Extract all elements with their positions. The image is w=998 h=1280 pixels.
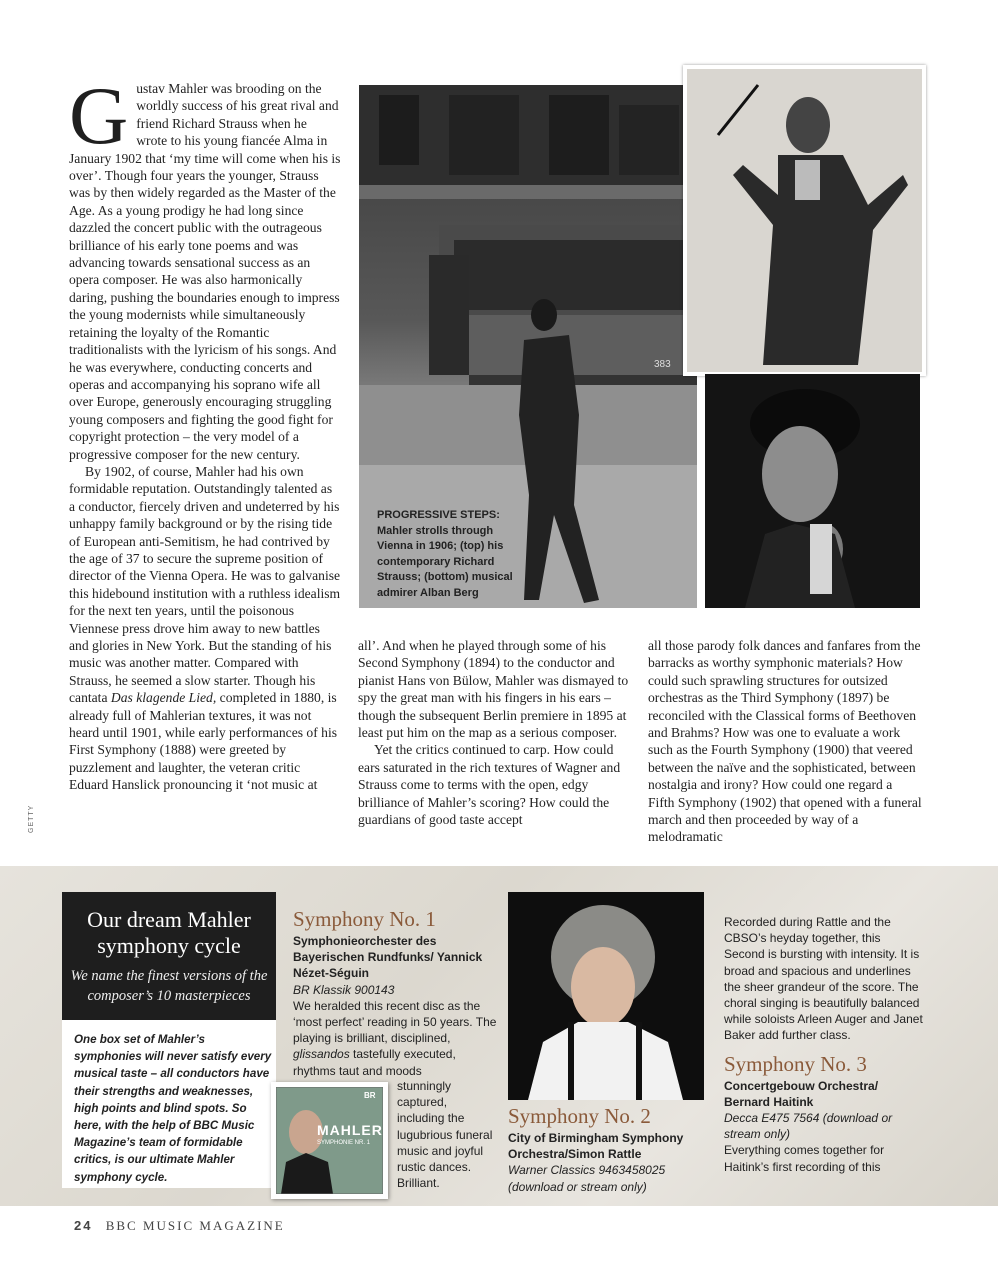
paragraph-2: By 1902, of course, Mahler had his own formidable reputation. Outstandingly talented as a conductor, fiercely driven and undeterred by his unhappy family background or by the rising tide of European anti-Semitism, he had contrived by the age of 37 to secure the supreme position of director of the Vienna Opera. He was to galvanise this hidebound institution with a ruthless idealism for the next ten years, until the poisonous Viennese press drove him away to new battles and glories in New York. But the standing of his music was another matter. Compared with Strauss, he seemed a slow starter. Though his cantata — [69, 463, 341, 706]
photo-alban-berg — [705, 374, 920, 608]
paragraph-2-end: completed in 1880, is already full of Mahlerian textures, it was not heard until 1901, while early performances of his First Symphony (1888) were greeted by puzzlement and laughter, the veteran critic Eduard Hanslick pronouncing it ‘not music at — [69, 690, 338, 793]
symphony-2-performers: City of Birmingham Symphony Orchestra/Simon Rattle — [508, 1131, 684, 1162]
paragraph-5: all those parody folk dances and fanfares from the barracks as worthy symphonic materials? How could such sprawling structures for outsized orchestras as the Third Symphony (1897) be reconciled with the Classical forms of Beethoven and Brahms? How was one to evaluate a work such as the Fourth Symphony (1900) that veered between the naïve and the sophisticated, between nostalgia and irony? How could one regard a Fifth Symphony (1902) that opened with a funeral march and then proceeded by way of a melodramatic — [648, 638, 922, 845]
page-number: 24 — [74, 1218, 93, 1233]
symphony-3-label: Decca E475 7564 (download or stream only) — [724, 1111, 893, 1142]
symphony-3-review: Everything comes together for Haitink’s first recording of this — [724, 1143, 885, 1174]
symphony-1-review-a: We heralded this recent disc as the ‘most perfect’ reading in 50 years. The playing is brilliant, disciplined, glissandos tastefully executed, rhythms taut and moods — [293, 998, 497, 1078]
symphony-3-title: Symphony No. 3 — [724, 1051, 867, 1076]
symphony-2-title: Symphony No. 2 — [508, 1104, 651, 1128]
magazine-name: BBC MUSIC MAGAZINE — [105, 1218, 285, 1233]
symphony-2-review: Recorded during Rattle and the CBSO’s heyday together, this Second is bursting with intensity. It is broad and spacious and underlines the sheer grandeur of the score. The choral singing is beautifully balanced while soloists Arleen Auger and Janet Baker add further class. — [724, 915, 923, 1043]
sidebar-subtitle: We name the finest versions of the composer’s 10 masterpieces — [70, 968, 268, 1004]
sidebar-intro: One box set of Mahler’s symphonies will never satisfy every musical taste – all conductors have their strengths and weaknesses, high points and blind spots. So here, with the help of BBC Music Magazine’s team of formidable critics, is our ultimate Mahler symphony cycle. — [74, 1033, 272, 1184]
tram-number: 383 — [654, 359, 671, 370]
symphony-1-title: Symphony No. 1 — [293, 907, 436, 931]
article-column-1 — [69, 70, 341, 855]
sidebar-title-box — [62, 892, 276, 1020]
caption-text: Mahler strolls through Vienna in 1906; (top) his contemporary Richard Strauss; (bottom) musical admirer Alban Berg — [377, 524, 513, 599]
symphony-2-label: Warner Classics 9463458025 (download or stream only) — [508, 1163, 666, 1194]
photo-richard-strauss — [683, 65, 926, 376]
photo-credit: GETTY — [28, 804, 35, 833]
page-footer — [74, 1218, 285, 1234]
symphony-3-column — [724, 914, 924, 1175]
paragraph-4: Yet the critics continued to carp. How could ears saturated in the rich textures of Wagner and Strauss come to terms with the open, edgy brilliance of Mahler’s scoring? How could the guardians of good taste accept — [358, 742, 621, 828]
album-subtitle: SYMPHONIE NR. 1 — [317, 1140, 371, 1146]
album-brand: BR — [364, 1091, 376, 1100]
paragraph-1: ustav Mahler was brooding on the worldly success of his great rival and friend Richard Strauss when he wrote to his young fiancée Alma in January 1902 that ‘my time will come when his is over’. Though four years the younger, Strauss was by then widely regarded as the Master of the Age. As a young prodigy he had long since dazzled the concert public with the outrageous brilliance of his early tone poems and was advancing towards sensational success as an opera composer. He was also harmonically daring, pushing the boundaries enough to impress the young modernists while simultaneously retaining the loyalty of the Romantic traditionalists with the lyricism of his songs. And he was everywhere, conducting concerts and operas and accompanying his soprano wife all over Europe, generously encouraging struggling young composers and fighting the good fight for copyright protection – the very model of a progressive composer for the new century. — [69, 81, 341, 462]
photo-caption — [377, 508, 517, 601]
symphony-2-entry — [508, 1104, 708, 1195]
symphony-3-performers: Concertgebouw Orchestra/ Bernard Haitink — [724, 1078, 879, 1109]
paragraph-3: all’. And when he played through some of his Second Symphony (1894) to the conductor and pianist Hans von Bülow, Mahler was dismayed to spy the great man with his fingers in his ears – though the subsequent Berlin premiere in 1895 at least put him on the map as a serious composer. — [358, 638, 629, 741]
symphony-1-performers: Symphonieorchester des Bayerischen Rundfunks/ Yannick Nézet-Séguin — [293, 934, 483, 981]
photo-simon-rattle — [508, 892, 704, 1100]
symphony-1-entry — [293, 907, 498, 1079]
drop-cap: G — [69, 70, 129, 161]
article-column-3 — [648, 637, 922, 846]
sidebar-title: Our dream Mahler symphony cycle — [87, 907, 251, 958]
article-column-2 — [358, 637, 636, 828]
caption-heading: PROGRESSIVE STEPS: — [377, 509, 500, 521]
symphony-1-review-c: stunningly captured, including the lugubrious funeral music and joyful rustic dances. Brilliant. — [397, 1079, 493, 1191]
work-title: Das klagende Lied, — [110, 690, 217, 706]
album-title: MAHLER — [317, 1122, 383, 1138]
album-cover — [271, 1082, 388, 1199]
symphony-1-label: BR Klassik 900143 — [293, 982, 395, 997]
